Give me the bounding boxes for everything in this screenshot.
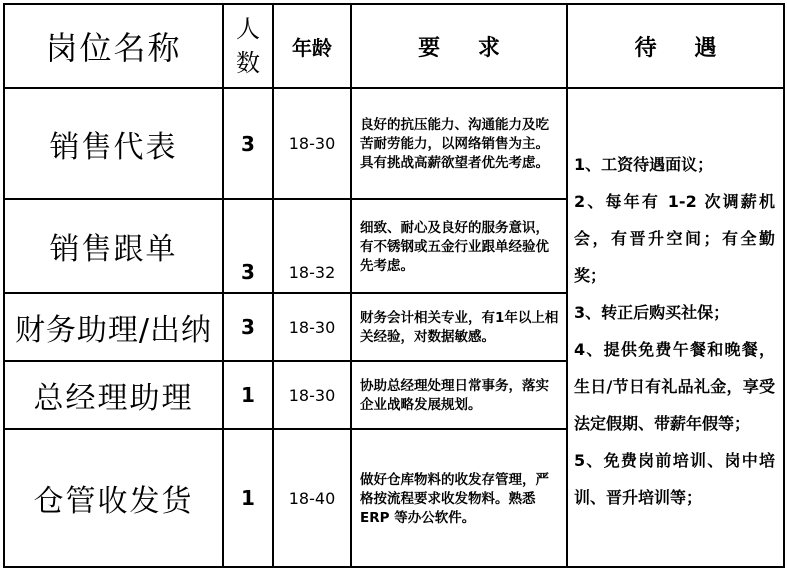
benefit-item: 5、免费岗前培训、岗中培训、晋升培训等； (574, 450, 775, 507)
benefits-cell (567, 88, 784, 567)
header-row (4, 4, 784, 88)
header-position: 岗位名称 (4, 4, 223, 88)
row-position: 仓管收发货 (4, 429, 223, 567)
header-age: 年龄 (273, 4, 351, 88)
row-age: 18-30 (273, 361, 351, 429)
benefit-item: 2、每年有 1-2 次调薪机会，有晋升空间；有全勤奖； (574, 191, 775, 285)
header-count-text: 人数 (236, 15, 260, 77)
row-position: 财务助理/出纳 (4, 293, 223, 361)
row-position: 总经理助理 (4, 361, 223, 429)
header-requirements: 要 求 (351, 4, 567, 88)
row-position: 销售代表 (4, 88, 223, 199)
header-benefits: 待 遇 (567, 4, 784, 88)
row-count: 3 (223, 199, 273, 293)
row-requirements: 做好仓库物料的收发存管理，严格按流程要求收发物料。熟悉 ERP 等办公软件。 (351, 429, 567, 567)
row-requirements: 财务会计相关专业，有1年以上相关经验，对数据敏感。 (351, 293, 567, 361)
benefit-item: 4、提供免费午餐和晚餐，生日/节日有礼品礼金，享受法定假期、带薪年假等； (574, 339, 775, 433)
benefit-item: 1、工资待遇面议； (574, 154, 714, 174)
job-listing-table (3, 3, 785, 568)
benefit-item: 3、转正后购买社保； (574, 302, 730, 322)
header-count (223, 4, 273, 88)
table-row (4, 88, 784, 199)
row-count: 1 (223, 429, 273, 567)
row-age: 18-32 (273, 199, 351, 293)
row-position: 销售跟单 (4, 199, 223, 293)
row-count: 3 (223, 88, 273, 199)
row-age: 18-40 (273, 429, 351, 567)
row-requirements: 协助总经理处理日常事务，落实企业战略发展规划。 (351, 361, 567, 429)
row-requirements: 细致、耐心及良好的服务意识，有不锈钢或五金行业跟单经验优先考虑。 (351, 199, 567, 293)
row-age: 18-30 (273, 293, 351, 361)
row-count: 1 (223, 361, 273, 429)
row-requirements: 良好的抗压能力、沟通能力及吃苦耐劳能力，以网络销售为主。具有挑战高薪欲望者优先考虑。 (351, 88, 567, 199)
row-age: 18-30 (273, 88, 351, 199)
row-count: 3 (223, 293, 273, 361)
